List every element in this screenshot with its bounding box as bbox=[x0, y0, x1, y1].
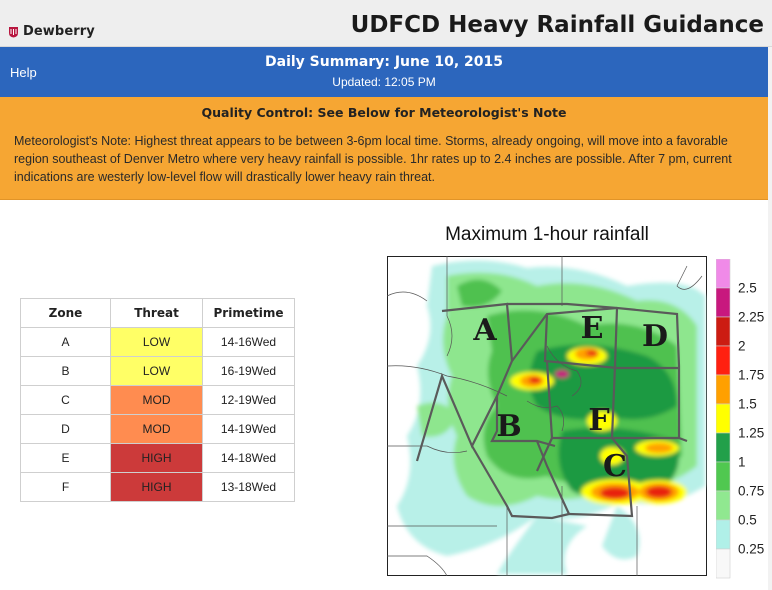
threat-table bbox=[20, 298, 295, 502]
summary-updated: Updated: 12:05 PM bbox=[332, 75, 436, 89]
top-bar bbox=[0, 0, 772, 47]
legend-swatch bbox=[716, 520, 730, 549]
map-title: Maximum 1-hour rainfall bbox=[445, 224, 649, 245]
rainfall-legend bbox=[716, 259, 768, 579]
legend-label: 2.25 bbox=[738, 309, 765, 325]
zone-cell: D bbox=[21, 415, 111, 444]
zone-cell: B bbox=[21, 357, 111, 386]
quality-control-heading: Quality Control: See Below for Meteorologist's Note bbox=[201, 105, 567, 120]
legend-label: 1 bbox=[738, 454, 746, 470]
primetime-cell: 13-18Wed bbox=[203, 473, 295, 502]
legend-label: 2.5 bbox=[738, 280, 757, 296]
legend-label: 0.25 bbox=[738, 541, 765, 557]
legend-swatch bbox=[716, 346, 730, 375]
table-row bbox=[21, 444, 295, 473]
zone-label-f: F bbox=[588, 403, 610, 438]
table-row bbox=[21, 328, 295, 357]
dewberry-logo[interactable] bbox=[8, 24, 95, 39]
legend-swatch bbox=[716, 288, 730, 317]
legend-swatch bbox=[716, 317, 730, 346]
zone-cell: E bbox=[21, 444, 111, 473]
zone-label-c: C bbox=[603, 449, 627, 484]
zone-label-a: A bbox=[473, 313, 497, 348]
legend-label: 1.75 bbox=[738, 367, 765, 383]
table-row bbox=[21, 415, 295, 444]
threat-cell: LOW bbox=[111, 328, 203, 357]
zone-label-b: B bbox=[496, 409, 522, 444]
primetime-cell: 14-18Wed bbox=[203, 444, 295, 473]
dewberry-logo-icon bbox=[8, 26, 19, 38]
legend-swatch bbox=[716, 259, 730, 288]
legend-label: 2 bbox=[738, 338, 746, 354]
primetime-cell: 14-19Wed bbox=[203, 415, 295, 444]
table-row bbox=[21, 357, 295, 386]
zone-cell: F bbox=[21, 473, 111, 502]
threat-cell: MOD bbox=[111, 415, 203, 444]
scrollbar[interactable] bbox=[768, 47, 772, 590]
app-title: UDFCD Heavy Rainfall Guidance bbox=[350, 12, 764, 38]
primetime-cell: 14-16Wed bbox=[203, 328, 295, 357]
meteorologist-note: Meteorologist's Note: Highest threat appears to be between 3-6pm local time. Storms, already ongoing, will move into a favorable region southeast of Denver Metro where very heavy rainfall is possible. 1hr rates up to 2.4 inches are possible. After 7 pm, current indications are westerly low-level flow will drastically lower heavy rain threat. bbox=[14, 134, 732, 184]
zone-cell: A bbox=[21, 328, 111, 357]
legend-swatch bbox=[716, 549, 730, 578]
legend-swatch bbox=[716, 462, 730, 491]
zone-label-e: E bbox=[580, 311, 604, 346]
threat-cell: HIGH bbox=[111, 473, 203, 502]
table-header-row bbox=[21, 299, 295, 328]
primetime-cell: 16-19Wed bbox=[203, 357, 295, 386]
legend-label: 1.25 bbox=[738, 425, 765, 441]
column-header-primetime: Primetime bbox=[203, 299, 295, 328]
threat-cell: LOW bbox=[111, 357, 203, 386]
zone-cell: C bbox=[21, 386, 111, 415]
legend-swatch bbox=[716, 491, 730, 520]
legend-swatch bbox=[716, 404, 730, 433]
quality-control-panel bbox=[0, 97, 768, 200]
table-row bbox=[21, 473, 295, 502]
zone-label-d: D bbox=[641, 319, 669, 354]
help-link[interactable]: Help bbox=[10, 65, 37, 80]
legend-swatch bbox=[716, 433, 730, 462]
legend-swatch bbox=[716, 375, 730, 404]
summary-title: Daily Summary: June 10, 2015 bbox=[265, 54, 503, 70]
column-header-zone: Zone bbox=[21, 299, 111, 328]
primetime-cell: 12-19Wed bbox=[203, 386, 295, 415]
threat-cell: MOD bbox=[111, 386, 203, 415]
table-row bbox=[21, 386, 295, 415]
logo-text: Dewberry bbox=[23, 24, 95, 39]
legend-label: 0.5 bbox=[738, 512, 757, 528]
summary-bar bbox=[0, 47, 768, 97]
threat-cell: HIGH bbox=[111, 444, 203, 473]
rainfall-map bbox=[387, 256, 707, 576]
legend-label: 1.5 bbox=[738, 396, 757, 412]
legend-label: 0.75 bbox=[738, 483, 765, 499]
column-header-threat: Threat bbox=[111, 299, 203, 328]
